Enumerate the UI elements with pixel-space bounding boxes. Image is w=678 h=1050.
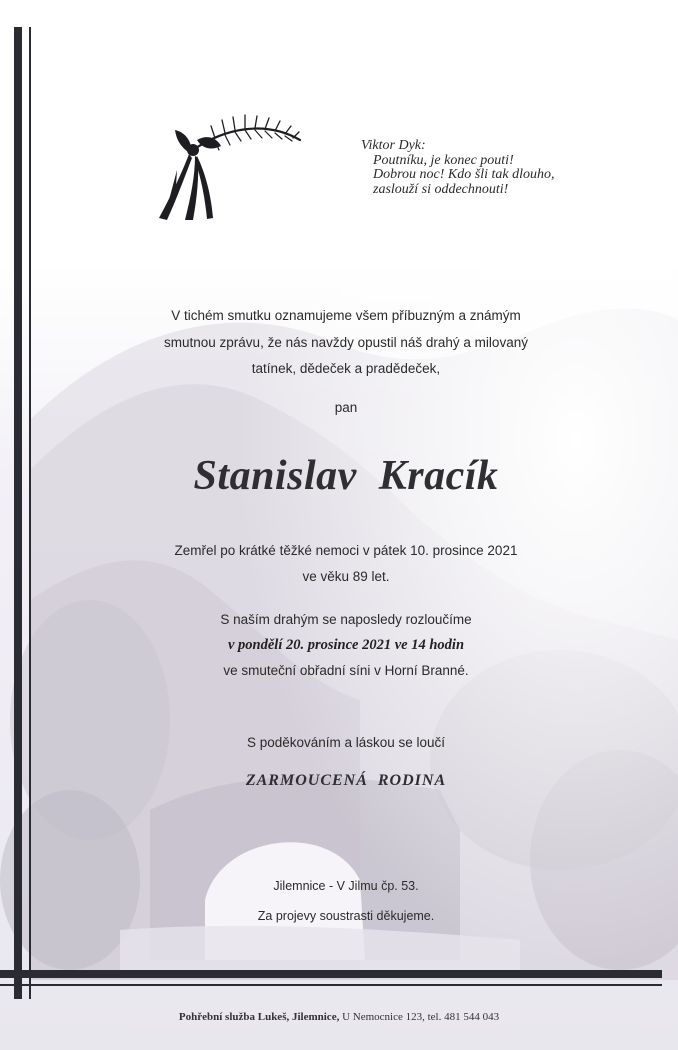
bottom-frame-bar-thin	[0, 984, 662, 986]
left-frame-bar-thin	[29, 27, 31, 999]
announcement-line: smutnou zprávu, že nás navždy opustil náš drahý a milovaný	[164, 335, 528, 350]
address-line: Jilemnice - V Jilmu čp. 53.	[273, 879, 419, 893]
funeral-place: ve smuteční obřadní síni v Horní Branné.	[223, 663, 469, 678]
announcement-line: tatínek, dědeček a pradědeček,	[251, 361, 441, 376]
footer-contact: U Nemocnice 123, tel. 481 544 043	[339, 1011, 500, 1023]
palm-branch-icon	[155, 110, 305, 225]
farewell-line: S poděkováním a láskou se loučí	[246, 735, 446, 750]
death-line: Zemřel po krátké těžké nemoci v pátek 10. prosince 2021	[174, 543, 518, 558]
funeral-date-time: v pondělí 20. prosince 2021 ve 14 hodin	[227, 637, 465, 653]
bottom-frame-bar-thick	[0, 970, 662, 978]
title-pan: pan	[334, 400, 358, 415]
funeral-service-footer	[0, 1011, 678, 1023]
quote-line: Poutníku, je konec pouti!	[373, 152, 514, 168]
condolences-line: Za projevy soustrasti děkujeme.	[257, 909, 435, 923]
footer-company: Pohřební služba Lukeš, Jilemnice,	[178, 1011, 340, 1023]
family-signature: ZARMOUCENÁ RODINA	[245, 772, 447, 789]
age-line: ve věku 89 let.	[302, 569, 390, 584]
quote-line: zaslouží si oddechnouti!	[373, 181, 509, 197]
quote-author: Viktor Dyk:	[361, 138, 426, 153]
announcement-line: V tichém smutku oznamujeme všem příbuzným a známým	[171, 308, 521, 323]
deceased-name: Stanislav Kracík	[193, 453, 499, 499]
left-frame-bar-thick	[14, 27, 22, 999]
poem-quote	[361, 139, 554, 197]
funeral-intro: S naším drahým se naposledy rozloučíme	[220, 612, 472, 627]
quote-line: Dobrou noc! Kdo šli tak dlouho,	[373, 167, 555, 182]
